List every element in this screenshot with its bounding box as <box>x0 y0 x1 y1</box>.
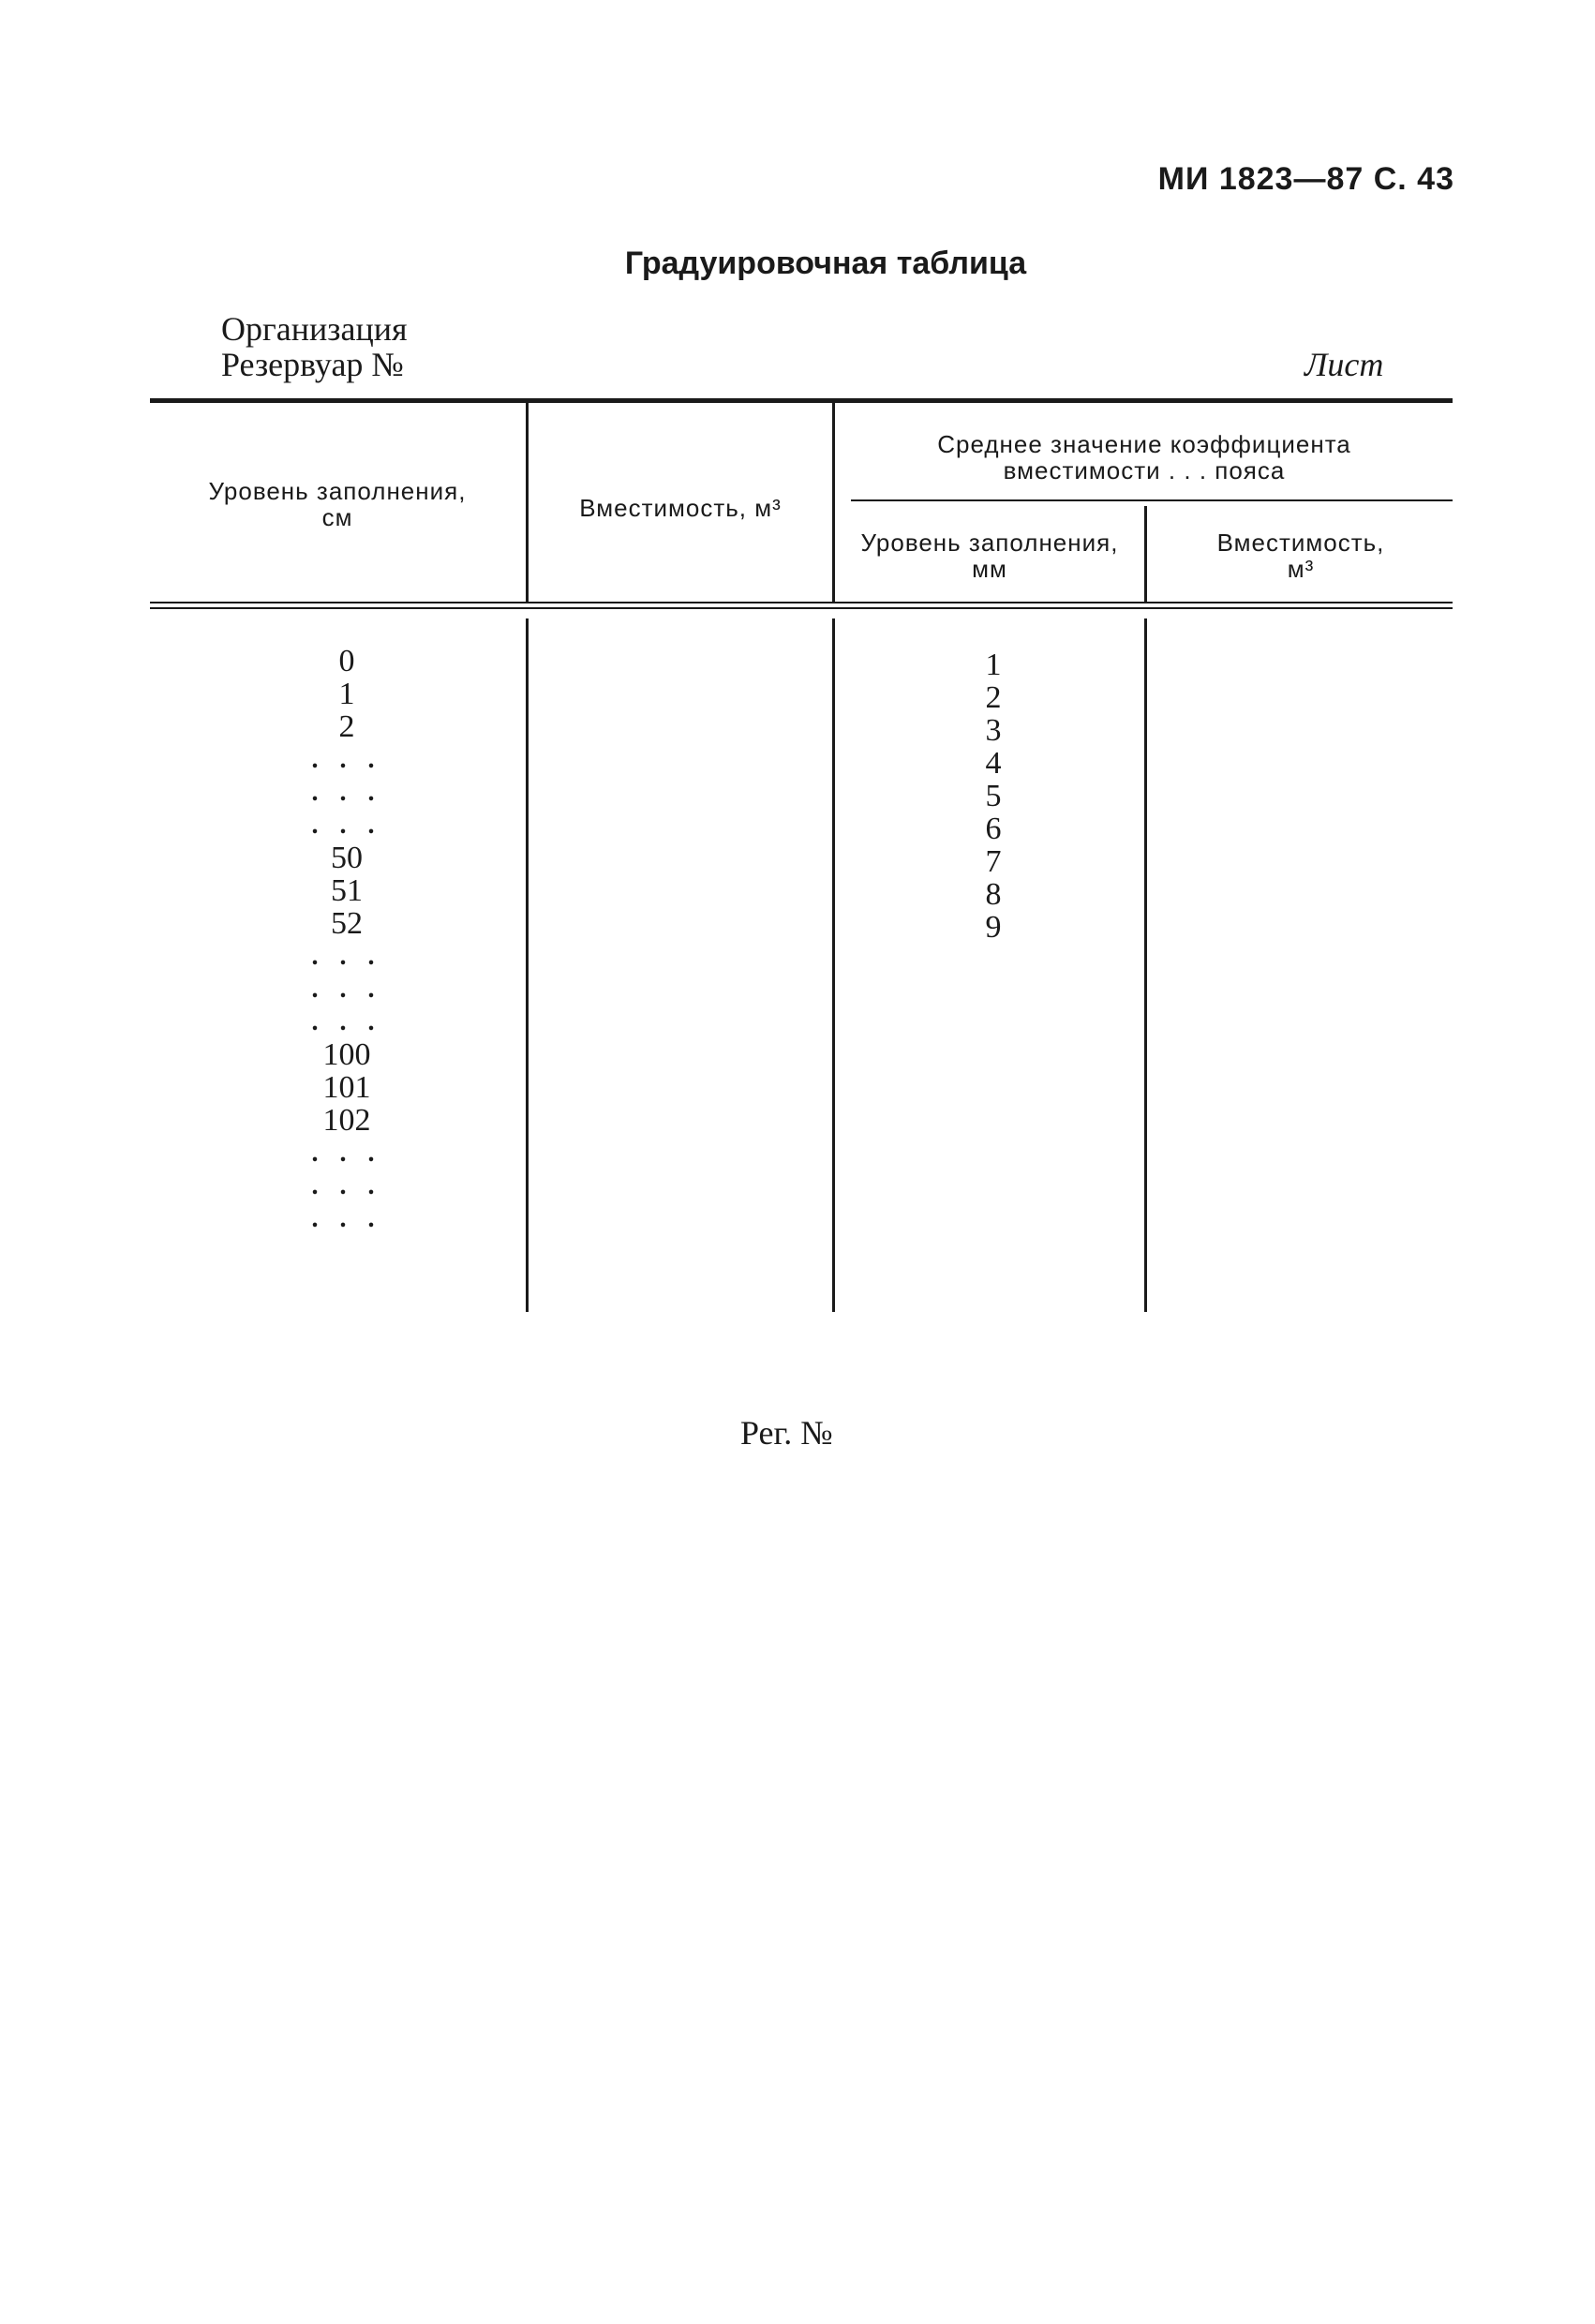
table-row: 51 <box>331 873 363 908</box>
col-header-capacity-m3-line1: Вместимость, <box>1216 529 1385 557</box>
table-row-ellipsis: . . . <box>311 1204 382 1233</box>
table-row-ellipsis: . . . <box>311 975 382 1004</box>
table-row: 101 <box>322 1070 371 1105</box>
table-row: 4 <box>985 746 1002 781</box>
group-header-line1: Среднее значение коэффициента <box>937 430 1351 458</box>
header-bottom-rule-2 <box>150 607 1453 609</box>
col-header-level-cm-line2: см <box>321 503 353 531</box>
table-row-ellipsis: . . . <box>311 1139 382 1168</box>
table-row-ellipsis: . . . <box>311 745 382 774</box>
table-row: 8 <box>985 877 1002 912</box>
organization-label: Организация <box>221 310 408 348</box>
table-row: 2 <box>338 709 355 744</box>
col-divider-1-body <box>526 618 529 1312</box>
registration-number-label: Рег. № <box>740 1414 833 1452</box>
table-row: 50 <box>331 841 363 875</box>
table-row: 0 <box>338 644 355 678</box>
levels-cm-column <box>281 645 412 1235</box>
col-divider-3-body <box>1144 618 1147 1312</box>
table-row: 52 <box>331 906 363 941</box>
table-top-rule <box>150 398 1453 403</box>
table-row: 7 <box>985 844 1002 879</box>
table-row: 1 <box>985 648 1002 682</box>
header-bottom-rule-1 <box>150 602 1453 603</box>
col-header-level-mm <box>836 529 1143 582</box>
table-row: 3 <box>985 713 1002 748</box>
table-row: 9 <box>985 910 1002 945</box>
col-header-level-cm-line1: Уровень заполнения, <box>208 477 467 505</box>
col-header-level-mm-line1: Уровень заполнения, <box>860 529 1119 557</box>
table-row-ellipsis: . . . <box>311 1171 382 1200</box>
table-row: 1 <box>338 677 355 711</box>
reservoir-label: Резервуар № <box>221 346 404 383</box>
table-row-ellipsis: . . . <box>311 778 382 807</box>
page-code: МИ 1823—87 С. 43 <box>1157 161 1454 197</box>
table-row-ellipsis: . . . <box>311 1007 382 1036</box>
col-divider-3-header <box>1144 506 1147 602</box>
group-header-rule <box>851 499 1453 501</box>
col-header-capacity-m3-line2: м³ <box>1287 555 1315 583</box>
col-divider-1-header <box>526 403 529 602</box>
table-row: 100 <box>322 1037 371 1072</box>
group-header-line2: вместимости . . . пояса <box>1003 456 1286 484</box>
group-header-coefficient <box>836 431 1453 484</box>
table-row-ellipsis: . . . <box>311 942 382 971</box>
col-divider-2-header <box>832 403 835 602</box>
document-title: Градуировочная таблица <box>624 246 1027 281</box>
table-row: 6 <box>985 812 1002 846</box>
levels-mm-column <box>937 648 1050 944</box>
sheet-label: Лист <box>1304 346 1384 383</box>
table-row: 5 <box>985 779 1002 813</box>
col-divider-2-body <box>832 618 835 1312</box>
col-header-capacity-m3 <box>1149 529 1453 582</box>
table-row-ellipsis: . . . <box>311 811 382 840</box>
table-row: 2 <box>985 680 1002 715</box>
col-header-level-cm <box>150 478 525 530</box>
table-row: 102 <box>322 1103 371 1138</box>
col-header-level-mm-line2: мм <box>972 555 1007 583</box>
col-header-capacity: Вместимость, м³ <box>579 494 782 522</box>
